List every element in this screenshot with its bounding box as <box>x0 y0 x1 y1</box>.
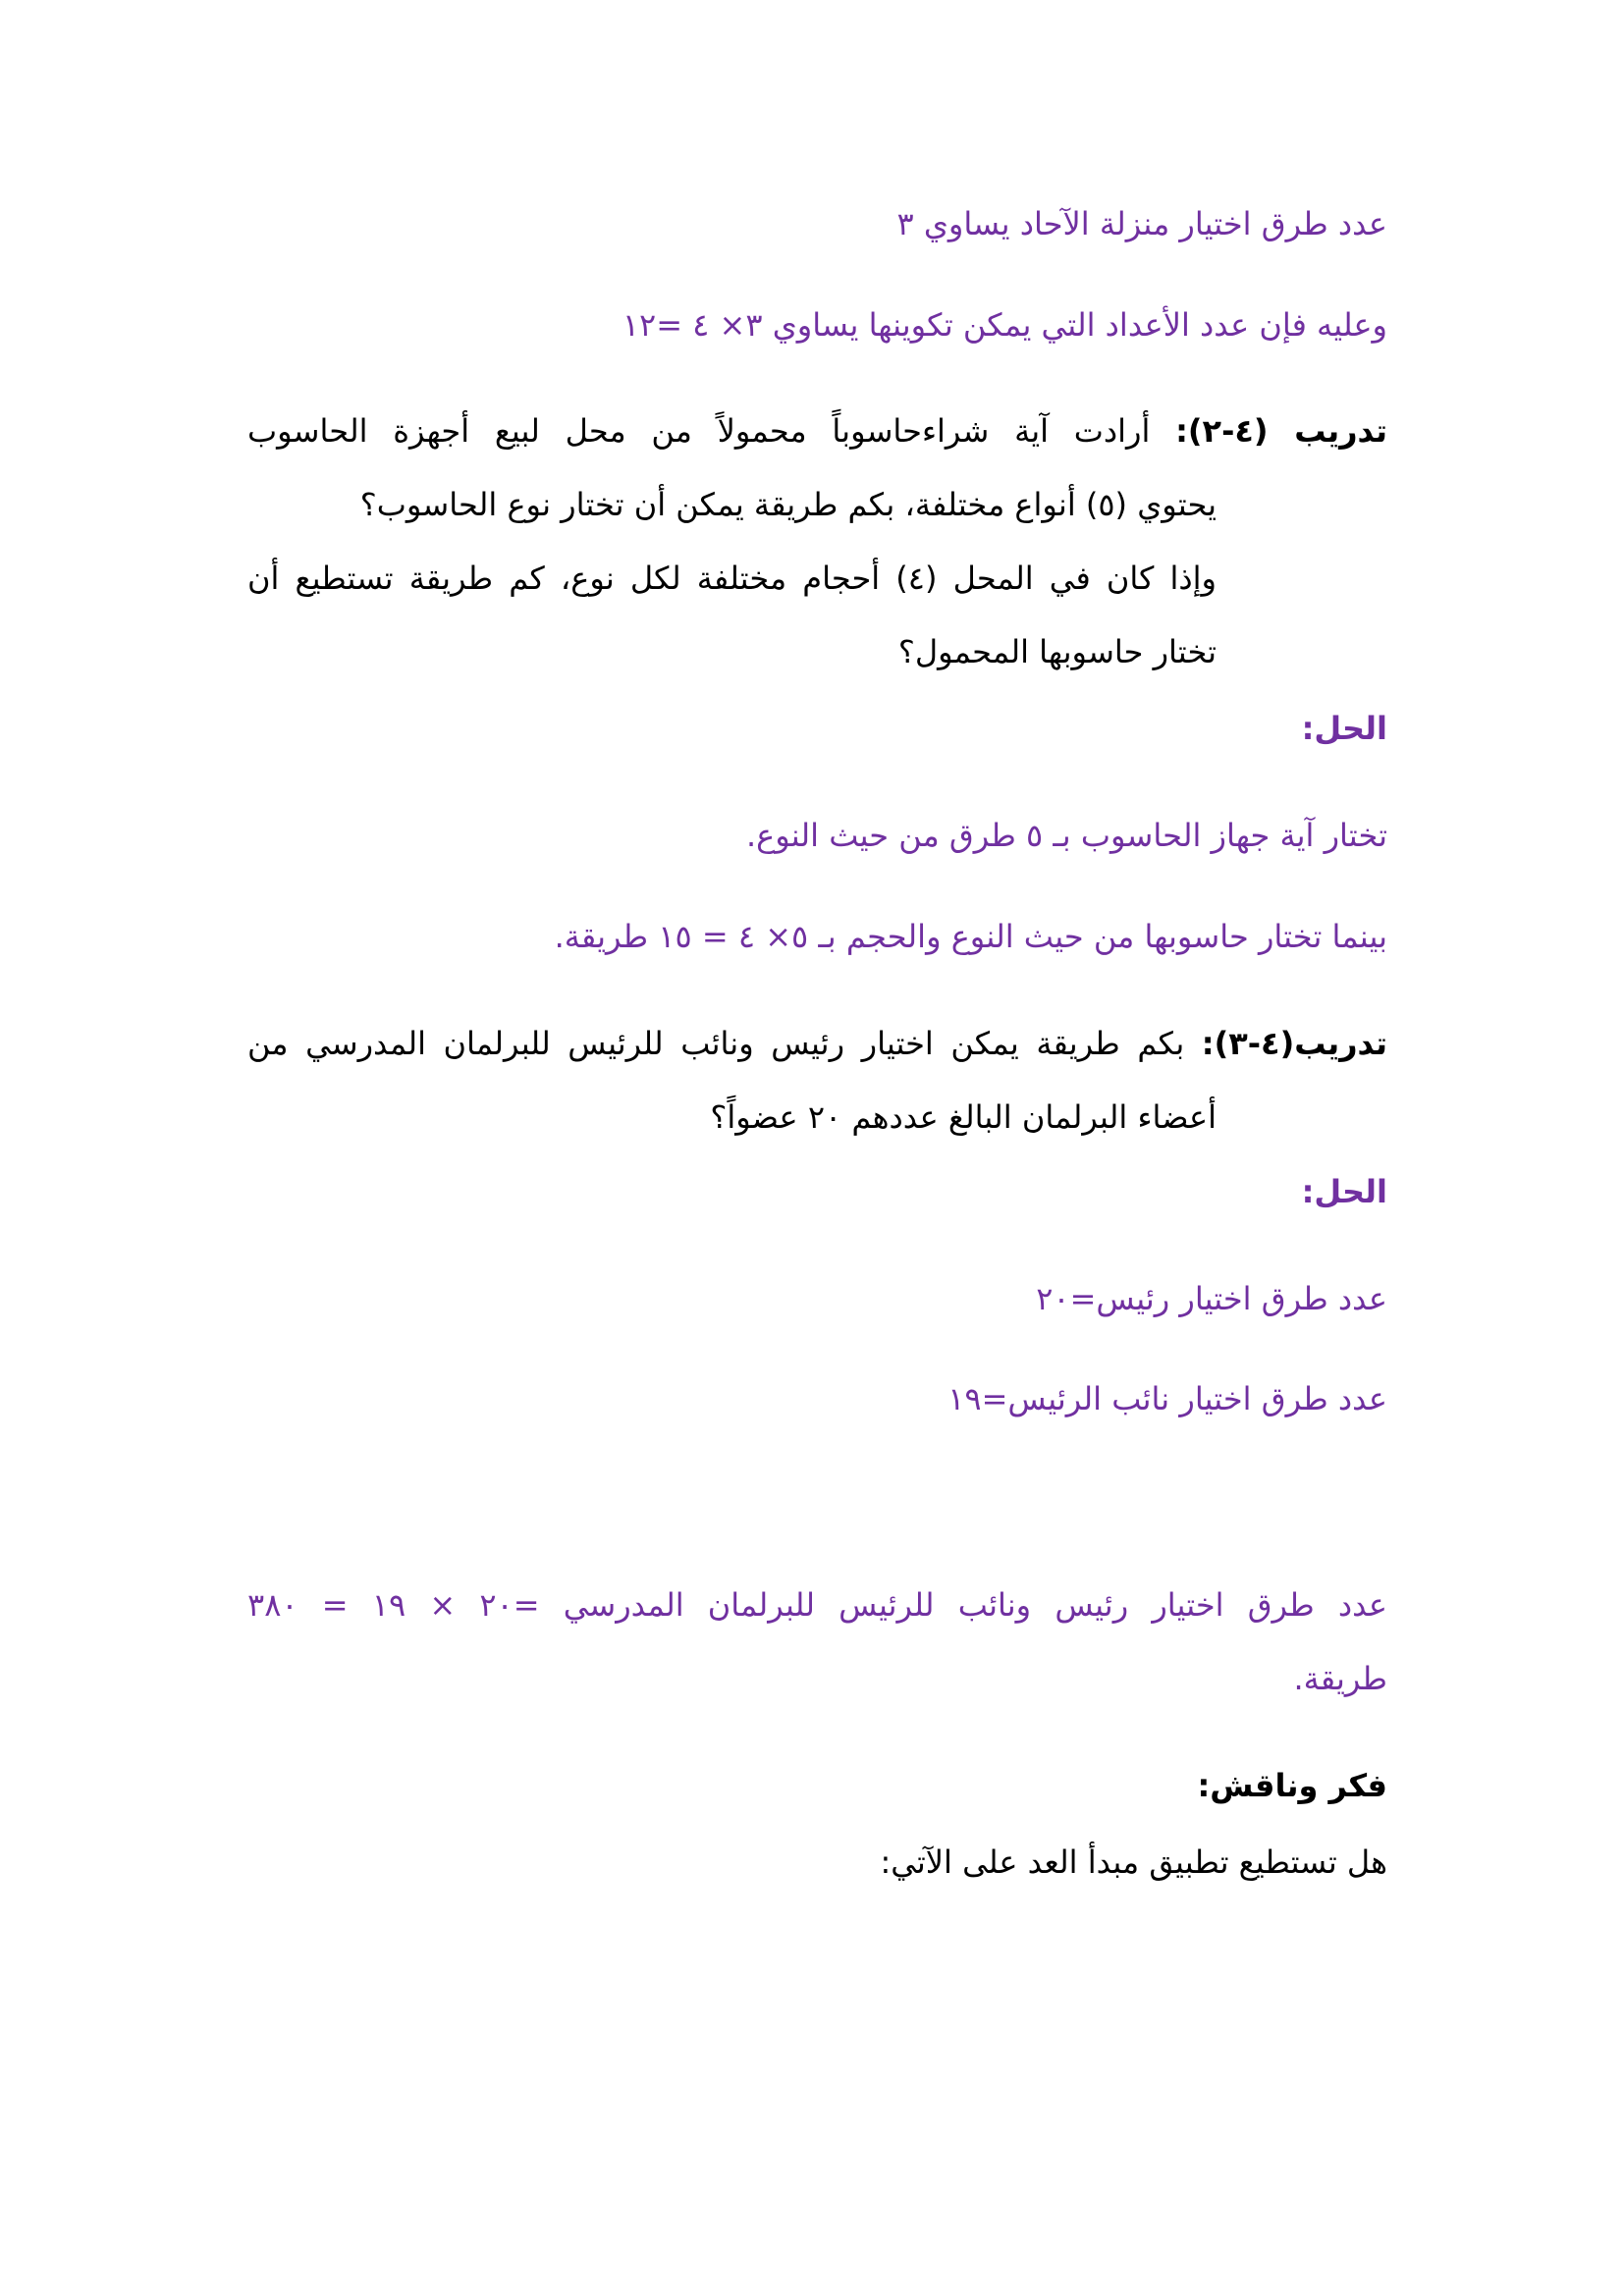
exercise-3-line-2: أعضاء البرلمان البالغ عددهم ٢٠ عضواً؟ <box>710 1098 1217 1136</box>
exercise-2-line-2: يحتوي (٥) أنواع مختلفة، بكم طريقة يمكن أن تختار نوع الحاسوب؟ <box>359 486 1217 523</box>
solution-3-line-1: عدد طرق اختيار رئيس=٢٠ <box>1036 1280 1387 1317</box>
exercise-3-label: تدريب(٤-٣): <box>1201 1025 1387 1062</box>
exercise-3-line-1 <box>247 1022 1387 1065</box>
exercise-2-text-1: أرادت آية شراءحاسوباً محمولاً من محل لبيع أجهزة الحاسوب <box>247 412 1151 450</box>
solution-2-line-1: تختار آية جهاز الحاسوب بـ ٥ طرق من حيث النوع. <box>745 817 1387 854</box>
exercise-2-line-4: تختار حاسوبها المحمول؟ <box>897 633 1217 670</box>
exercise-2-label: تدريب (٤-٢): <box>1175 412 1388 450</box>
discuss-question: هل تستطيع تطبيق مبدأ العد على الآتي: <box>880 1843 1387 1881</box>
solution-3-line-4: طريقة. <box>1293 1660 1387 1697</box>
intro-line-1: عدد طرق اختيار منزلة الآحاد يساوي ٣ <box>896 205 1387 242</box>
exercise-2-line-3: وإذا كان في المحل (٤) أحجام مختلفة لكل نوع، كم طريقة تستطيع أن <box>247 560 1217 597</box>
exercise-2-line-1 <box>247 409 1387 453</box>
exercise-3-text-1: بكم طريقة يمكن اختيار رئيس ونائب للرئيس للبرلمان المدرسي من <box>247 1025 1185 1062</box>
solution-3-line-3: عدد طرق اختيار رئيس ونائب للرئيس للبرلمان المدرسي =٢٠ × ١٩ = ٣٨٠ <box>247 1586 1388 1624</box>
solution-3-label: الحل: <box>1301 1173 1387 1210</box>
intro-line-2: وعليه فإن عدد الأعداد التي يمكن تكوينها يساوي ٣× ٤ =١٢ <box>622 306 1387 344</box>
solution-2-line-2: بينما تختار حاسوبها من حيث النوع والحجم بـ ٥× ٤ = ١٥ طريقة. <box>554 918 1387 955</box>
solution-2-label: الحل: <box>1301 710 1387 747</box>
solution-3-line-2: عدد طرق اختيار نائب الرئيس=١٩ <box>947 1380 1387 1417</box>
discuss-label: فكر وناقش: <box>1197 1767 1387 1804</box>
